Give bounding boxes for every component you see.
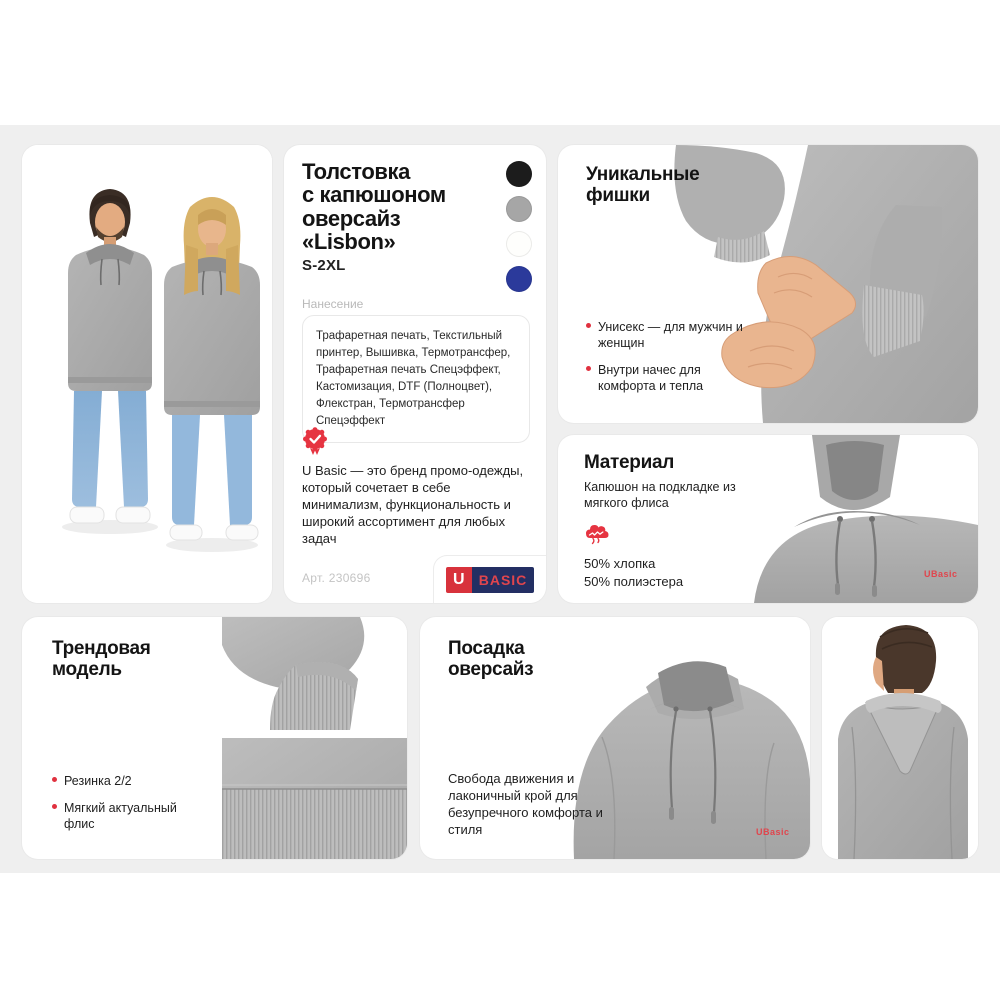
ubasic-logo xyxy=(446,567,535,593)
print-section-label: Нанесение xyxy=(302,297,364,311)
logo-u-mark: U xyxy=(446,567,472,593)
features-card xyxy=(558,145,978,423)
cuff-photo-panel xyxy=(222,617,407,730)
trend-item: Мягкий актуальный флис xyxy=(52,800,182,832)
cotton-icon xyxy=(584,521,611,545)
product-title: Толстовка с капюшоном оверсайз «Lisbon» xyxy=(302,159,446,254)
material-title: Материал xyxy=(584,452,675,473)
trend-item: Резинка 2/2 xyxy=(52,773,182,789)
print-methods-box: Трафаретная печать, Текстильный принтер, Вышивка, Термотрансфер, Трафаретная печать Спецэффект, Кастомизация, DTF (Полноцвет), Флекстран, Термотрансфер Спецэффект xyxy=(302,315,530,443)
size-range: S-2XL xyxy=(302,257,346,274)
fit-description: Свобода движения и лаконичный крой для безупречного комфорта и стиля xyxy=(448,771,603,838)
watermark-text: UBasic xyxy=(924,569,958,579)
feature-item: Внутри начес для комфорта и тепла xyxy=(586,362,758,394)
quality-badge-icon xyxy=(302,427,328,455)
hem-photo-panel xyxy=(222,738,407,859)
back-view-photo xyxy=(822,617,978,859)
swatch-white xyxy=(506,231,532,257)
brand-logo-tab xyxy=(433,555,546,603)
brand-description: U Basic — это бренд промо-одежды, который сочетает в себе минимализм, функциональность и широкий ассортимент для любых задач xyxy=(302,463,524,546)
models-photo xyxy=(22,145,272,603)
product-info-card xyxy=(284,145,546,603)
logo-basic-mark: BASIC xyxy=(472,567,535,593)
hood-closeup-photo xyxy=(754,435,978,603)
cuff-and-hem-photos xyxy=(200,617,407,859)
models-photo-card xyxy=(22,145,272,603)
material-subtitle: Капюшон на подкладке из мягкого флиса xyxy=(584,480,736,511)
article-number: Арт. 230696 xyxy=(302,571,371,585)
features-bullets xyxy=(586,319,758,405)
fit-card xyxy=(420,617,810,859)
swatch-gray xyxy=(506,196,532,222)
trend-card xyxy=(22,617,407,859)
swatch-navy xyxy=(506,266,532,292)
watermark-text: UBasic xyxy=(756,827,790,837)
swatch-black xyxy=(506,161,532,187)
fit-title: Посадка оверсайз xyxy=(448,638,534,680)
composition: 50% хлопка 50% полиэстера xyxy=(584,556,684,590)
trend-title: Трендовая модель xyxy=(52,638,151,680)
back-view-card xyxy=(822,617,978,859)
material-card xyxy=(558,435,978,603)
feature-item: Унисекс — для мужчин и женщин xyxy=(586,319,758,351)
features-title: Уникальные фишки xyxy=(586,164,700,206)
color-swatches xyxy=(506,161,532,292)
trend-bullets xyxy=(52,773,182,843)
